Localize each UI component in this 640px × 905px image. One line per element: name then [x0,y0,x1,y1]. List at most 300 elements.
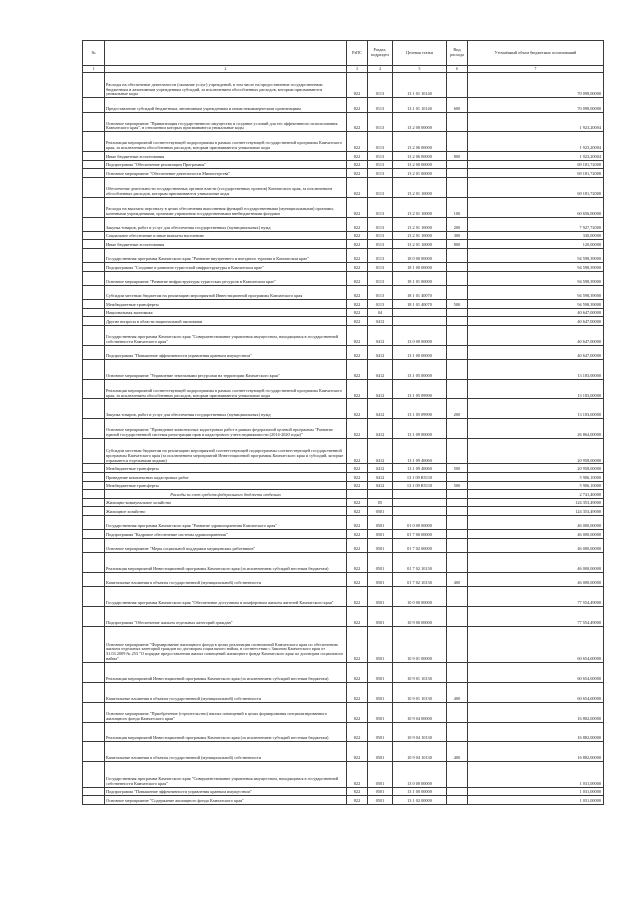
row-grbs: 822 [347,152,368,161]
row-razdel: 0412 [368,439,393,464]
row-csr: 13 1 09 00000 [393,419,447,439]
row-vr [447,490,468,499]
row-grbs: 822 [347,359,368,379]
row-grbs: 822 [347,498,368,507]
row-csr: 13 1 02 00000 [393,796,447,805]
row-vr [447,538,468,552]
table-row [83,263,604,272]
row-grbs: 822 [347,439,368,464]
row-csr: 13 2 01 00000 [393,169,447,178]
header-sum: Уточнённый объем бюджетных ассигнований [468,41,604,66]
row-grbs: 822 [347,530,368,539]
row-number [83,263,105,272]
row-csr: 13 2 06 00000 [393,132,447,152]
row-razdel: 0501 [368,787,393,796]
row-sum: 40 647,00000 [468,325,604,345]
row-number [83,464,105,473]
row-number [83,359,105,379]
row-razdel: 04 [368,308,393,317]
row-name: Подпрограмма "Кадровое обеспечение системы здравоохранения" [105,530,347,539]
table-row [83,419,604,439]
row-grbs: 822 [347,481,368,490]
row-grbs: 822 [347,515,368,529]
row-number [83,626,105,663]
row-name: Основное мероприятие "Формирование жилищного фонда в целях реализации полномочий Камчатского края по обеспечению жильем отдельных категорий граждан по договорам социального найма, в соответствии с Законом Камчатского края от 31.03.2009 № 253 "О порядке предоставления жилых помещений жилищного фонда Камчатского края по договорам социального найма" [105,626,347,663]
row-number [83,762,105,787]
row-name: Обеспечение деятельности государственных органов власти (государственных органов) Камчатского края, за исключением обособленных расходов, которым присваиваются уникальные коды [105,177,347,197]
row-razdel: 0501 [368,722,393,742]
row-number [83,742,105,762]
row-number [83,197,105,217]
row-csr: 10 9 01 00000 [393,626,447,663]
row-name: Субсидии местным бюджетам на реализацию мероприятий Инвестиционной программы Камчатского края [105,285,347,299]
table-row [83,197,604,217]
row-grbs: 822 [347,177,368,197]
row-vr: 800 [447,240,468,249]
table-row [83,217,604,231]
row-sum: 70 098,00000 [468,73,604,98]
row-vr: 200 [447,217,468,231]
table-row [83,271,604,285]
row-vr [447,498,468,507]
row-razdel: 0501 [368,572,393,586]
table-row [83,160,604,169]
table-row [83,240,604,249]
row-vr: 300 [447,231,468,240]
row-name: Основное мероприятие "Обеспечение деятельности Министерства" [105,169,347,178]
row-sum: 7 927,72000 [468,217,604,231]
row-sum: 1 923,20004 [468,152,604,161]
row-razdel: 0113 [368,263,393,272]
row-sum: 20 958,00000 [468,464,604,473]
row-csr: 01 7 00 00000 [393,530,447,539]
row-razdel: 0412 [368,399,393,419]
header-razdel: Раздел, подраздел [368,41,393,66]
row-sum: 69 181,72000 [468,177,604,197]
row-razdel: 0412 [368,359,393,379]
row-csr: 13 1 05 09990 [393,399,447,419]
row-name: Жилищно-коммунальное хозяйство [105,498,347,507]
row-grbs: 822 [347,796,368,805]
row-vr [447,160,468,169]
row-number [83,248,105,262]
row-vr: 400 [447,682,468,702]
table-row [83,538,604,552]
table-row [83,530,604,539]
row-number [83,490,105,499]
row-csr [393,317,447,326]
row-vr: 800 [447,152,468,161]
row-razdel: 0113 [368,285,393,299]
table-row [83,325,604,345]
row-razdel [368,490,393,499]
row-vr [447,606,468,626]
row-csr: 13 1 09 40060 [393,439,447,464]
row-csr: 13 1 05 00000 [393,359,447,379]
table-row [83,702,604,722]
row-sum: 330,00000 [468,231,604,240]
row-csr: 10 9 00 00000 [393,606,447,626]
row-razdel: 0113 [368,112,393,132]
row-sum: 40 647,00000 [468,308,604,317]
row-grbs: 822 [347,538,368,552]
row-name: Основное мероприятие "Управление земельными ресурсами на территории Камчатского края" [105,359,347,379]
row-sum: 16 882,00000 [468,742,604,762]
row-vr: 200 [447,399,468,419]
row-razdel: 0501 [368,702,393,722]
header-vr: Вид расхода [447,41,468,66]
table-row [83,796,604,805]
row-csr: 18 1 00 00000 [393,263,447,272]
row-sum: 77 554,49000 [468,586,604,606]
row-csr: 13 2 01 10000 [393,231,447,240]
row-sum: 2 741,40000 [468,490,604,499]
col-number-3: 3 [347,66,368,73]
row-grbs: 822 [347,73,368,98]
row-name: Субсидии местным бюджетам на реализацию мероприятий соответствующей подпрограммы соответствующей государственной программы Камчатского края (за исключением мероприятий Инвестиционной программы Камчатского края и субсидий, которые отражаются отдельными кодами) [105,439,347,464]
row-csr: 13 2 01 10000 [393,240,447,249]
table-row [83,152,604,161]
table-row [83,308,604,317]
row-razdel: 0113 [368,169,393,178]
row-number [83,663,105,683]
row-csr: 10 9 04 10130 [393,742,447,762]
row-name: Предоставление субсидий бюджетным, автономным учреждениям и иным некоммерческим организациям [105,98,347,112]
row-razdel: 0501 [368,742,393,762]
row-csr: 18 1 01 00000 [393,271,447,285]
table-row [83,132,604,152]
row-razdel: 0501 [368,796,393,805]
row-vr [447,345,468,359]
row-grbs: 822 [347,325,368,345]
row-razdel: 05 [368,498,393,507]
row-number [83,308,105,317]
table-row [83,762,604,787]
table-row [83,515,604,529]
row-vr [447,439,468,464]
row-number [83,98,105,112]
row-vr: 500 [447,481,468,490]
row-number [83,498,105,507]
row-grbs: 822 [347,742,368,762]
row-razdel: 0501 [368,606,393,626]
row-razdel: 0412 [368,473,393,482]
row-number [83,538,105,552]
row-number [83,439,105,464]
row-vr [447,787,468,796]
table-row [83,572,604,586]
table-row [83,663,604,683]
row-csr: 10 9 04 10130 [393,722,447,742]
table-row [83,112,604,132]
row-csr: 13 1 01 10140 [393,98,447,112]
row-csr: 13 2 00 00000 [393,112,447,132]
row-number [83,787,105,796]
row-sum: 70 098,00000 [468,98,604,112]
row-number [83,300,105,309]
table-row [83,682,604,702]
row-number [83,169,105,178]
table-row [83,481,604,490]
row-razdel: 0113 [368,132,393,152]
row-vr: 500 [447,300,468,309]
row-csr: 13 1 05 09990 [393,379,447,399]
row-sum: 94 598,39000 [468,263,604,272]
row-number [83,399,105,419]
row-csr: 10 9 04 00000 [393,702,447,722]
row-csr: 13 0 00 00000 [393,762,447,787]
row-sum: 94 598,39000 [468,248,604,262]
row-vr [447,515,468,529]
row-number [83,572,105,586]
row-razdel: 0412 [368,481,393,490]
row-name: Жилищное хозяйство [105,507,347,516]
row-csr: 01 7 02 00000 [393,538,447,552]
row-number [83,419,105,439]
row-number [83,473,105,482]
row-vr [447,285,468,299]
row-name: Капитальные вложения в объекты государственной (муниципальной) собственности [105,682,347,702]
row-vr [447,530,468,539]
row-vr [447,473,468,482]
table-row [83,359,604,379]
row-sum: 1 031,00000 [468,762,604,787]
row-name: Основное мероприятие "Меры социальной поддержки медицинских работников" [105,538,347,552]
row-vr [447,702,468,722]
row-csr: 13 1 00 00000 [393,345,447,359]
row-sum: 16 882,00000 [468,722,604,742]
row-name: Расходы на обеспечение деятельности (оказание услуг) учреждений, в том числе на предоставление государственным бюджетным и автономным учреждениям субсидий, за исключением обособленных расходов, которым присваиваются уникальные коды [105,73,347,98]
row-razdel: 0113 [368,231,393,240]
row-number [83,507,105,516]
table-row [83,586,604,606]
row-vr [447,507,468,516]
row-csr: 13 2 06 00000 [393,152,447,161]
row-name: Государственная программа Камчатского края "Развитие внутреннего и въездного туризма в Камчатском крае" [105,248,347,262]
row-sum: 94 598,39000 [468,285,604,299]
row-sum: 94 598,39000 [468,271,604,285]
row-csr: 18 1 01 40070 [393,285,447,299]
row-vr [447,586,468,606]
row-name: Капитальные вложения в объекты государственной (муниципальной) собственности [105,742,347,762]
header-grbs: РзПС [347,41,368,66]
row-vr [447,248,468,262]
row-number [83,271,105,285]
row-razdel: 0113 [368,217,393,231]
row-grbs: 822 [347,98,368,112]
row-name: Реализация мероприятий Инвестиционной программы Камчатского края (за исключением субсидий местным бюджетам) [105,552,347,572]
row-sum: 46 000,00000 [468,552,604,572]
row-name: Иные бюджетные ассигнования [105,240,347,249]
row-grbs: 822 [347,606,368,626]
table-row [83,490,604,499]
row-name: Реализация мероприятий соответствующей подпрограммы в рамках соответствующей государственной программы Камчатского края, за исключением обособленных расходов, которым присваиваются уникальные коды [105,132,347,152]
row-vr [447,263,468,272]
row-razdel: 0501 [368,552,393,572]
row-sum: 69 181,72000 [468,160,604,169]
table-row [83,345,604,359]
row-number [83,217,105,231]
row-grbs: 822 [347,345,368,359]
header-num: № [83,41,105,66]
row-grbs: 822 [347,552,368,572]
row-sum: 60 654,00000 [468,663,604,683]
row-sum: 46 000,00000 [468,572,604,586]
row-csr: 10 9 01 10130 [393,682,447,702]
row-razdel: 0412 [368,345,393,359]
row-grbs: 822 [347,762,368,787]
row-razdel: 0412 [368,317,393,326]
table-row [83,464,604,473]
row-name: Национальная экономика [105,308,347,317]
row-csr: 13 2 00 00000 [393,160,447,169]
row-razdel: 0113 [368,248,393,262]
row-sum: 1 923,20004 [468,112,604,132]
table-row [83,552,604,572]
row-number [83,345,105,359]
row-razdel: 0501 [368,507,393,516]
table-row [83,231,604,240]
row-name: Подпрограмма "Обеспечение жильем отдельных категорий граждан" [105,606,347,626]
row-name: Межбюджетные трансферты [105,481,347,490]
col-number-4: 4 [368,66,393,73]
row-sum: 13 183,00000 [468,359,604,379]
row-number [83,152,105,161]
row-razdel: 0501 [368,586,393,606]
table-row [83,285,604,299]
row-razdel: 0113 [368,152,393,161]
row-name: Государственная программа Камчатского края "Совершенствование управления имуществом, находящимся в государственной собственности Камчатского края" [105,762,347,787]
row-sum: 16 882,00000 [468,702,604,722]
row-vr: 400 [447,742,468,762]
row-razdel: 0501 [368,515,393,529]
row-razdel: 0113 [368,160,393,169]
row-grbs: 822 [347,682,368,702]
row-number [83,702,105,722]
row-vr: 400 [447,572,468,586]
table-row [83,379,604,399]
row-name: Подпрограмма "Повышение эффективности управления краевым имуществом" [105,787,347,796]
row-grbs: 822 [347,626,368,663]
row-vr [447,419,468,439]
row-name: Государственная программа Камчатского края "Совершенствование управления имуществом, находящимся в государственной собственности Камчатского края" [105,325,347,345]
row-grbs: 822 [347,379,368,399]
table-row [83,98,604,112]
row-sum: 60 654,00000 [468,682,604,702]
row-razdel: 0412 [368,379,393,399]
table-row [83,73,604,98]
row-number [83,606,105,626]
row-sum: 1 031,00000 [468,796,604,805]
row-name: Расходы за счет средств федерального бюджета отдельно [105,490,347,499]
row-razdel: 0501 [368,626,393,663]
row-razdel: 0113 [368,271,393,285]
row-vr [447,177,468,197]
row-csr: 18 0 00 00000 [393,248,447,262]
row-grbs: 822 [347,240,368,249]
row-sum: 124 353,49000 [468,498,604,507]
row-csr: 01 0 00 00000 [393,515,447,529]
row-csr: 10 9 01 10130 [393,663,447,683]
table-row [83,507,604,516]
row-number [83,379,105,399]
row-sum: 40 647,00000 [468,345,604,359]
table-row [83,722,604,742]
row-vr [447,626,468,663]
table-row [83,399,604,419]
row-csr: 13 1 09 R5110 [393,473,447,482]
row-csr: 13 1 09 R5110 [393,481,447,490]
table-row [83,177,604,197]
row-grbs: 822 [347,248,368,262]
table-header-row [83,41,604,66]
row-name: Межбюджетные трансферты [105,300,347,309]
row-number [83,285,105,299]
row-name: Государственная программа Камчатского края "Обеспечение доступным и комфортным жильем жителей Камчатского края" [105,586,347,606]
row-name: Реализация мероприятий Инвестиционной программы Камчатского края (за исключением субсидий местным бюджетам) [105,722,347,742]
row-grbs: 822 [347,702,368,722]
row-sum: 13 183,00000 [468,399,604,419]
row-sum: 94 598,39000 [468,300,604,309]
column-number-row [83,66,604,73]
col-number-6: 6 [447,66,468,73]
row-csr: 13 1 09 40060 [393,464,447,473]
row-name: Социальное обеспечение и иные выплаты населению [105,231,347,240]
row-sum: 20 958,00000 [468,439,604,464]
row-grbs: 822 [347,285,368,299]
row-vr [447,308,468,317]
col-number-2: 2 [105,66,347,73]
row-name: Подпрограмма "Повышение эффективности управления краевым имуществом" [105,345,347,359]
row-number [83,481,105,490]
row-vr [447,317,468,326]
row-razdel: 0113 [368,177,393,197]
row-csr: 13 2 01 10000 [393,197,447,217]
row-grbs: 822 [347,722,368,742]
row-sum: 60 654,00000 [468,626,604,663]
row-razdel: 0412 [368,419,393,439]
row-sum: 26 864,00000 [468,419,604,439]
row-number [83,73,105,98]
row-sum: 1 923,20004 [468,132,604,152]
row-csr: 01 7 02 10130 [393,552,447,572]
row-sum: 120,00000 [468,240,604,249]
row-sum: 69 181,72000 [468,169,604,178]
row-sum: 124 353,49000 [468,507,604,516]
row-name: Реализация мероприятий Инвестиционной программы Камчатского края (за исключением субсидий местным бюджетам) [105,663,347,683]
row-grbs: 822 [347,663,368,683]
row-number [83,112,105,132]
table-row [83,787,604,796]
row-grbs: 822 [347,464,368,473]
table-body [83,73,604,805]
row-razdel: 0501 [368,538,393,552]
row-csr: 10 0 00 00000 [393,586,447,606]
row-sum: 5 906,10000 [468,481,604,490]
row-number [83,231,105,240]
row-number [83,177,105,197]
row-grbs: 822 [347,271,368,285]
row-grbs: 822 [347,586,368,606]
row-razdel: 0501 [368,682,393,702]
row-sum: 46 000,00000 [468,538,604,552]
row-number [83,515,105,529]
col-number-7: 7 [468,66,604,73]
table-row [83,248,604,262]
row-csr: 13 2 01 10000 [393,217,447,231]
row-number [83,160,105,169]
row-number [83,552,105,572]
